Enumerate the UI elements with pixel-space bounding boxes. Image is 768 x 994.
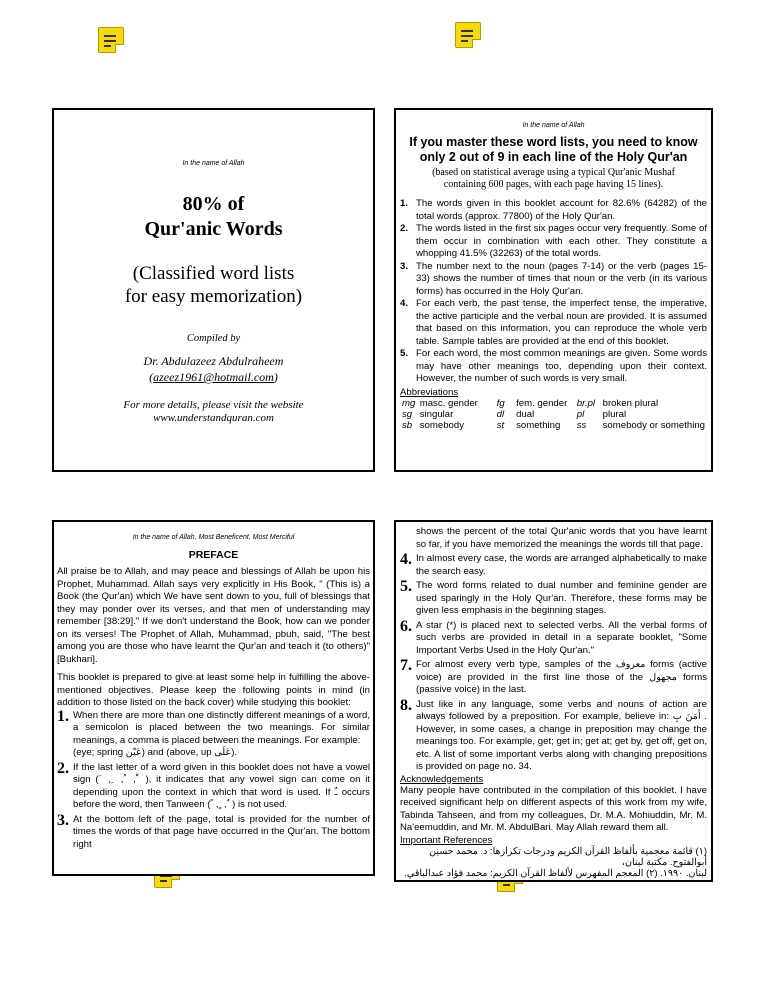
preface-title: PREFACE bbox=[188, 549, 239, 561]
cover-title: Qur'anic Words bbox=[144, 218, 283, 240]
list-item: 2. If the last letter of a word given in this booklet does not have a vowel sign ( َ , ِ , ُ , ْ ), it indicates that any vowel sign can come on it depending upon the context in which that word is used. If ـٌ occurs before the word, then Tanween ( ً , ٍ , ٌ ) is not used. bbox=[57, 759, 370, 810]
details-text: For more details, please visit the website bbox=[123, 399, 304, 411]
reference-line: (١) قائمة معجمية بألفاظ القرآن الكريم ودرجات تكرارها: د. محمد حسين أبوالفتوح. مكتبة لبنان، bbox=[429, 845, 707, 868]
preface-list bbox=[57, 707, 370, 852]
website-link[interactable]: www.understandquran.com bbox=[153, 412, 274, 424]
list-item: 7. For almost every verb type, samples of the معروف forms (active voice) are provided in the first line those of the مجهول forms (passive voice) in the last. bbox=[400, 657, 707, 695]
continued-list bbox=[400, 553, 707, 774]
table-row: mg masc. gender fg fem. gender br.pl broken plural bbox=[402, 397, 659, 409]
list-item: 8. Just like in any language, some verbs and nouns of action are always followed by a preposition. For example, believe in: أمَنَ بِ . However, in some cases, a change in preposition may change the meanings too. For example, get; get in; get at; get by, get off, get on, etc. A list of some important verbs along with changing prepositions is provided on page no. 34. bbox=[400, 696, 707, 772]
list-item: 4. For each verb, the past tense, the imperfect tense, the imperative, the active participle and the verbal noun are provided. It is assumed that based on this information, you can reproduce the whole verb table. Sample tables are provided at the end of this booklet. bbox=[400, 298, 707, 347]
cover-title: 80% of bbox=[182, 193, 245, 215]
table-row: sg singular dl dual pl plural bbox=[402, 408, 627, 420]
cover-subtitle: (Classified word lists bbox=[132, 263, 295, 284]
author-email-link[interactable]: azeez1961@hotmail.com bbox=[153, 370, 274, 384]
cover-page: In the name of Allah 80% of Qur'anic Words (Classified word lists for easy memorization) Compiled by Dr. Abdulazeez Abdulraheem (azeez1961@hotmail.com) For more details, please visit the website www.understandquran.com bbox=[52, 108, 375, 472]
preface-paragraph: All praise be to Allah, and may peace and blessings of Allah be upon his Prophet, Muhammad. Allah says very explicitly in His Book, " (This is) a Book (the Qur'an) which We have sent down to you, full of blessings that they may ponder over its verses, and that men of understanding may remember [38:29]." If we don't understand the Book, how can we ponder on its verses! The Prophet of Allah, Muhammad, pbuh, said, "The best among you are those who have learnt the Qur'an and teach it (to others)" [Bukhari]. bbox=[57, 566, 370, 665]
preface-paragraph: This booklet is prepared to give at least some help in fulfilling the above-mentioned objectives. Please keep the following points in mind (in addition to those listed on the back cover) while studying this booklet: bbox=[57, 672, 370, 708]
cover-bismillah: In the name of Allah bbox=[182, 160, 245, 167]
list-item: 4. In almost every case, the words are arranged alphabetically to make the search easy. bbox=[400, 551, 707, 577]
list-item: 3. The number next to the noun (pages 7-14) or the verb (pages 15-33) shows the number of times that noun or the verb (in its various forms) has occurred in the Holy Qur'an. bbox=[400, 260, 707, 297]
intro-bismillah: In the name of Allah bbox=[522, 122, 585, 129]
table-row: sb somebody st something ss somebody or something bbox=[402, 419, 705, 431]
list-item: 6. A star (*) is placed next to selected verbs. All the verbal forms of such verbs are provided in detail in a separate booklet, "Some Important Verbs Used in the Holy Qur'an." bbox=[400, 617, 707, 656]
intro-headline: If you master these word lists, you need to know only 2 out of 9 in each line of the Holy Qur'an bbox=[409, 135, 698, 164]
acknowledgements-title: Acknowledgements bbox=[400, 773, 484, 785]
cover-subtitle: for easy memorization) bbox=[124, 286, 303, 307]
author-name: Dr. Abdulazeez Abdulraheem bbox=[143, 354, 284, 368]
intro-page bbox=[394, 108, 713, 472]
abbrev-table bbox=[400, 398, 707, 431]
acknowledgements-text: Many people have contributed in the compilation of this booklet. I have received significant help on different aspects of this work from my wife, Tabinda Tahseen, and from my colleagues, Dr. M.A. Mohiuddin, Mr. M. Na'eemuddin, and Mr. M. AbdulBari. May Allah reward them all. bbox=[400, 784, 707, 833]
list-item: 2. The words listed in the first six pages occur very frequently. Some of them occur in combination with each other. They constitute a whopping 41.5% (32263) of the total words. bbox=[400, 223, 707, 259]
continued-lead: shows the percent of the total Qur'anic words that you have learnt so far, if you have memorized the meanings the words till that page. bbox=[416, 526, 707, 550]
intro-list bbox=[400, 198, 707, 386]
list-item: 5. The word forms related to dual number and feminine gender are used sparingly in the Holy Qur'an. Therefore, these forms may be given less emphasis in the beginning stages. bbox=[400, 578, 707, 616]
continued-page bbox=[394, 520, 713, 882]
intro-note: (based on statistical average using a typical Qur'anic Mushaf containing 600 pages, with each page having 15 lines). bbox=[432, 167, 675, 190]
list-item: 5. For each word, the most common meanings are given. Some words may have other meanings too, depending upon their context. However, the number of such words is very small. bbox=[400, 348, 707, 384]
preface-bismillah: In the name of Allah, Most Beneficent, Most Merciful bbox=[132, 534, 295, 541]
list-item: 3. At the bottom left of the page, total is provided for the number of times the words of that page have occurred in the Qur'an. The bottom right bbox=[57, 811, 370, 850]
note-icon[interactable] bbox=[98, 27, 124, 53]
note-icon[interactable] bbox=[455, 22, 481, 48]
compiled-by: Compiled by bbox=[186, 333, 241, 344]
abbrev-title: Abbreviations bbox=[400, 386, 459, 398]
reference-line: لبنان. ١٩٩٠. (٢) المعجم المفهرس لألفاظ القرآن الكريم: محمد فؤاد عبدالباقي. bbox=[404, 867, 707, 879]
preface-page bbox=[52, 520, 375, 876]
references-title: Important References bbox=[400, 834, 493, 846]
list-item: 1. When there are more than one distinctly different meanings of a word, a semicolon is placed between the two meanings. For similar meanings, a comma is placed between the meanings. For example: (eye; spring عَيْن) and (above, up عَلَى). bbox=[57, 707, 370, 758]
list-item: 1. The words given in this booklet account for 82.6% (64282) of the total words (approx. 77800) of the Holy Qur'an. bbox=[400, 198, 707, 222]
